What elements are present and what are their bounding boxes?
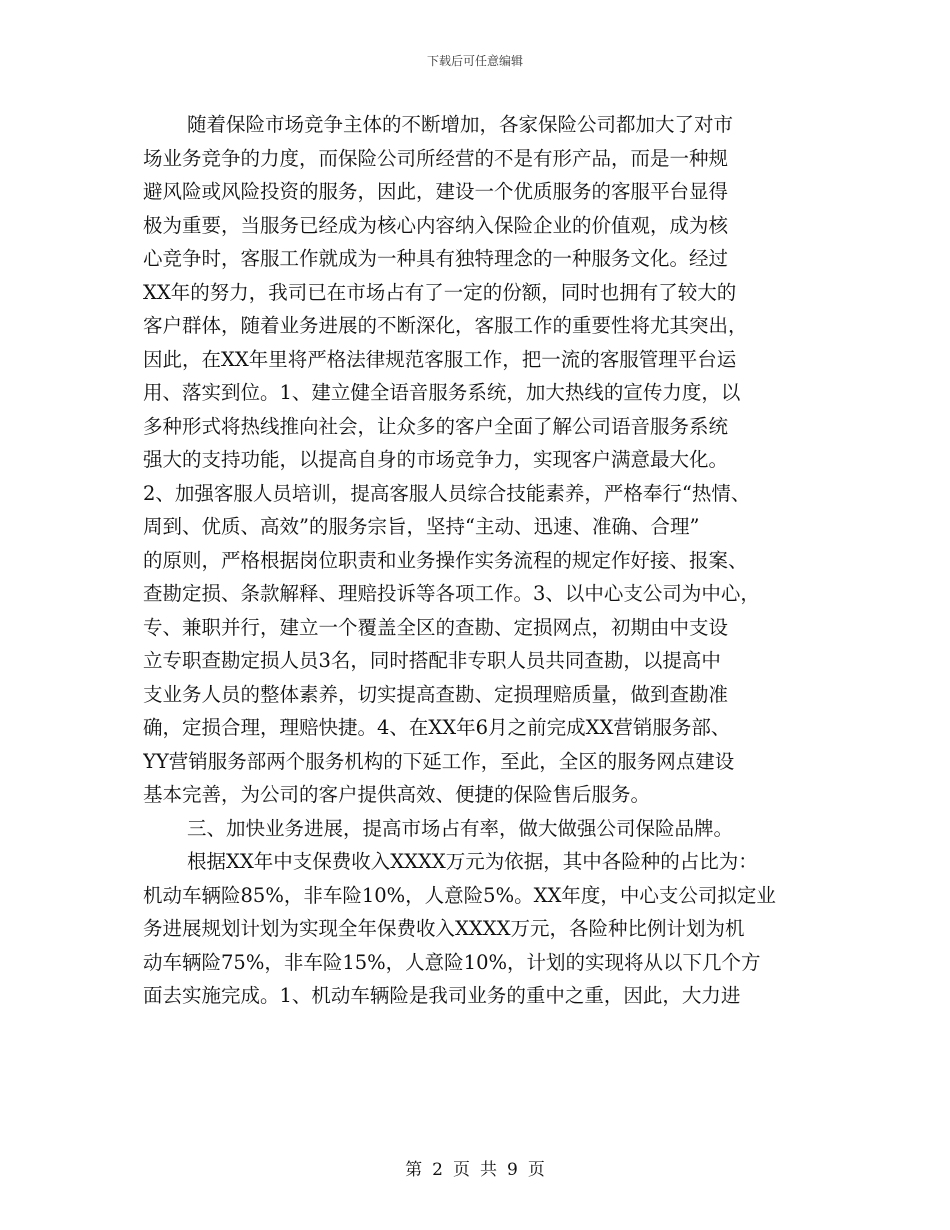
document-body [143, 108, 823, 1013]
body-line: 2、加强客服人员培训，提高客服人员综合技能素养，严格奉行“热情、 [143, 481, 751, 505]
body-line: 确，定损合理，理赔快捷。4、在XX年6月之前完成XX营销服务部、 [143, 716, 731, 739]
body-line: 立专职查勘定损人员3名，同时搭配非专职人员共同查勘，以提高中 [143, 649, 721, 672]
current-page-number: 2 [432, 1160, 443, 1180]
body-line: 心竞争时，客服工作就成为一种具有独特理念的一种服务文化。经过 [143, 247, 729, 270]
body-line: 面去实施完成。1、机动车辆险是我司业务的重中之重，因此，大力进 [143, 984, 741, 1007]
body-line: 多种形式将热线推向社会，让众多的客户全面了解公司语音服务系统 [143, 414, 729, 438]
section-heading: 三、加快业务进展，提高市场占有率，做大做强公司保险品牌。 [187, 816, 734, 840]
body-line: 支业务人员的整体素养，切实提高查勘、定损理赔质量，做到查勘准 [143, 682, 729, 706]
body-line: 客户群体，随着业务进展的不断深化，客服工作的重要性将尤其突出， [143, 314, 748, 337]
body-line: 的原则，严格根据岗位职责和业务操作实务流程的规定作好接、报案、 [143, 548, 748, 572]
body-line: 随着保险市场竞争主体的不断增加，各家保险公司都加大了对市 [187, 113, 734, 136]
page-header [0, 52, 950, 69]
total-page-count: 9 [507, 1160, 518, 1180]
body-line: 机动车辆险85%，非车险10%，人意险5%。XX年度，中心支公司拟定业 [143, 883, 776, 907]
body-line: 因此，在XX年里将严格法律规范客服工作，把一流的客服管理平台运 [143, 347, 737, 371]
body-line: 动车辆险75%，非车险15%，人意险10%，计划的实现将从以下几个方 [143, 950, 761, 974]
footer-label-gong: 共 [480, 1160, 497, 1180]
body-line: 查勘定损、条款解释、理赔投诉等各项工作。3、以中心支公司为中心， [143, 582, 760, 605]
body-line: XX年的努力，我司已在市场占有了一定的份额，同时也拥有了较大的 [143, 280, 737, 304]
body-line: 根据XX年中支保费收入XXXX万元为依据，其中各险种的占比为： [187, 850, 758, 873]
body-line: 避风险或风险投资的服务，因此，建设一个优质服务的客服平台显得 [143, 180, 729, 203]
page-footer [0, 1155, 950, 1180]
body-line: YY营销服务部两个服务机构的下延工作，至此，全区的服务网点建设 [143, 749, 735, 773]
body-line: 基本完善，为公司的客户提供高效、便捷的保险售后服务。 [143, 783, 651, 806]
body-line: 务进展规划计划为实现全年保费收入XXXX万元，各险种比例计划为机 [143, 917, 745, 940]
header-text: 下载后可任意编辑 [426, 54, 523, 68]
footer-label-ye-end: 页 [527, 1160, 545, 1180]
body-line: 专、兼职并行，建立一个覆盖全区的查勘、定损网点，初期由中支设 [143, 615, 729, 639]
body-line: 强大的支持功能，以提高自身的市场竞争力，实现客户满意最大化。 [143, 448, 729, 471]
body-line: 极为重要，当服务已经成为核心内容纳入保险企业的价值观，成为核 [143, 213, 729, 237]
body-line: 场业务竞争的力度，而保险公司所经营的不是有形产品，而是一种规 [143, 146, 729, 170]
footer-label-ye: 页 [453, 1160, 470, 1180]
body-line: 周到、优质、高效”的服务宗旨，坚持“主动、迅速、准确、合理” [143, 515, 700, 538]
body-line: 用、落实到位。1、建立健全语音服务系统，加大热线的宣传力度，以 [143, 381, 741, 404]
footer-label-di: 第 [405, 1160, 423, 1180]
